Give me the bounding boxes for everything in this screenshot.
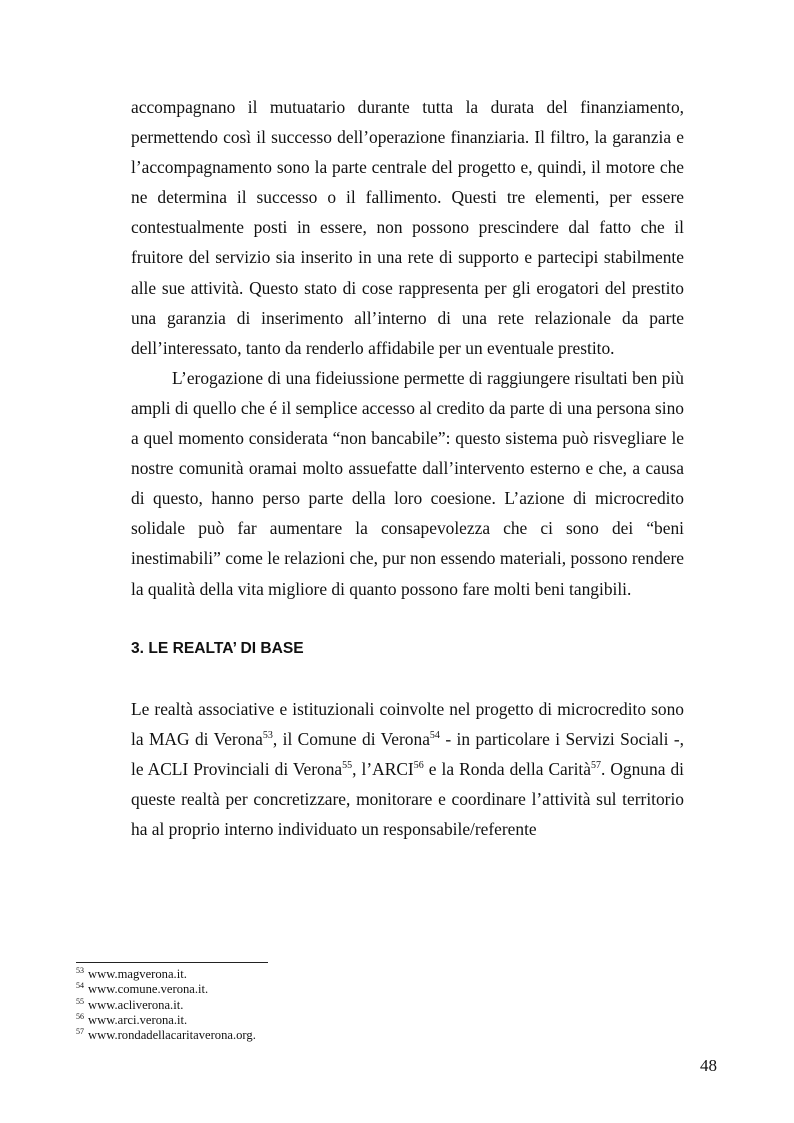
- footnote-number: 54: [76, 981, 84, 991]
- footnotes: [76, 967, 476, 1043]
- footnote-link[interactable]: www.acliverona.it.: [88, 997, 184, 1012]
- footnote-57: [76, 1028, 476, 1043]
- footnote-link[interactable]: www.rondadellacaritaverona.org.: [88, 1028, 256, 1043]
- footnote-link[interactable]: www.magverona.it.: [88, 967, 187, 981]
- footnote-number: 57: [76, 1027, 84, 1037]
- paragraph-3-text: . Ognuna di queste realtà per concretizzare, monitorare e coordinare l’attività sul territorio ha al proprio interno individuato un responsabile/referente: [131, 758, 684, 839]
- paragraph-1: accompagnano il mutuatario durante tutta la durata del finanziamento, permettendo così il successo dell’operazione finanziaria. Il filtro, la garanzia e l’accompagnamento sono la parte centrale del progetto e, quindi, il motore che ne determina il successo o il fallimento. Questi tre elementi, per essere contestualmente posti in essere, non possono prescindere dal fatto che il fruitore del servizio sia inserito in una rete di supporto e partecipi stabilmente alle sue attività. Questo stato di cose rappresenta per gli erogatori del prestito una garanzia di inserimento all’interno di una rete relazionale da parte dell’interessato, tanto da renderlo affidabile per un eventuale prestito.: [131, 97, 684, 358]
- paragraph-3-text: , il Comune di Verona: [272, 728, 430, 749]
- paragraph-3-text: - in particolare i Servizi Sociali -, le ACLI Provinciali di Verona: [131, 728, 685, 779]
- footnote-53: [76, 967, 476, 982]
- paragraph-2: L’erogazione di una fideiussione permette di raggiungere risultati ben più ampli di quello che é il semplice accesso al credito da parte di una persona sino a quel momento considerata “non bancabile”: questo sistema può risvegliare le nostre comunità oramai molto assuefatte dall’intervento esterno e che, a causa di questo, hanno perso parte della loro coesione. L’azione di microcredito solidale può far aumentare la consapevolezza che ci sono dei “beni inestimabili” come le relazioni che, pur non essendo materiali, possono rendere la qualità della vita migliore di quanto possono fare molti beni tangibili.: [131, 367, 684, 599]
- footnote-54: [76, 982, 476, 997]
- paragraph-3-text: e la Ronda della Carità: [423, 758, 591, 779]
- paragraph-3: [131, 694, 684, 844]
- footnote-ref-54[interactable]: 54: [429, 729, 440, 741]
- footnote-number: 56: [76, 1011, 84, 1021]
- paragraph-3-text: , l’ARCI: [352, 758, 414, 779]
- footnote-56: [76, 1013, 476, 1028]
- footnote-55: [76, 998, 476, 1013]
- footnote-ref-56[interactable]: 56: [413, 759, 424, 771]
- footnote-number: 53: [76, 966, 84, 975]
- footnote-ref-53[interactable]: 53: [262, 729, 273, 741]
- section-heading: 3. LE REALTA’ DI BASE: [131, 639, 304, 657]
- footnote-number: 55: [76, 996, 84, 1006]
- paragraph-3-text: Le realtà associative e istituzionali coinvolte nel progetto di microcredito sono la MAG di Verona: [131, 698, 684, 749]
- footnote-link[interactable]: www.arci.verona.it.: [88, 1012, 188, 1027]
- body-text: [131, 92, 684, 844]
- footnote-ref-57[interactable]: 57: [590, 759, 601, 771]
- footnote-ref-55[interactable]: 55: [342, 759, 353, 771]
- footnote-divider: [76, 962, 268, 963]
- page-number: 48: [700, 1056, 717, 1075]
- footnote-link[interactable]: www.comune.verona.it.: [88, 982, 209, 997]
